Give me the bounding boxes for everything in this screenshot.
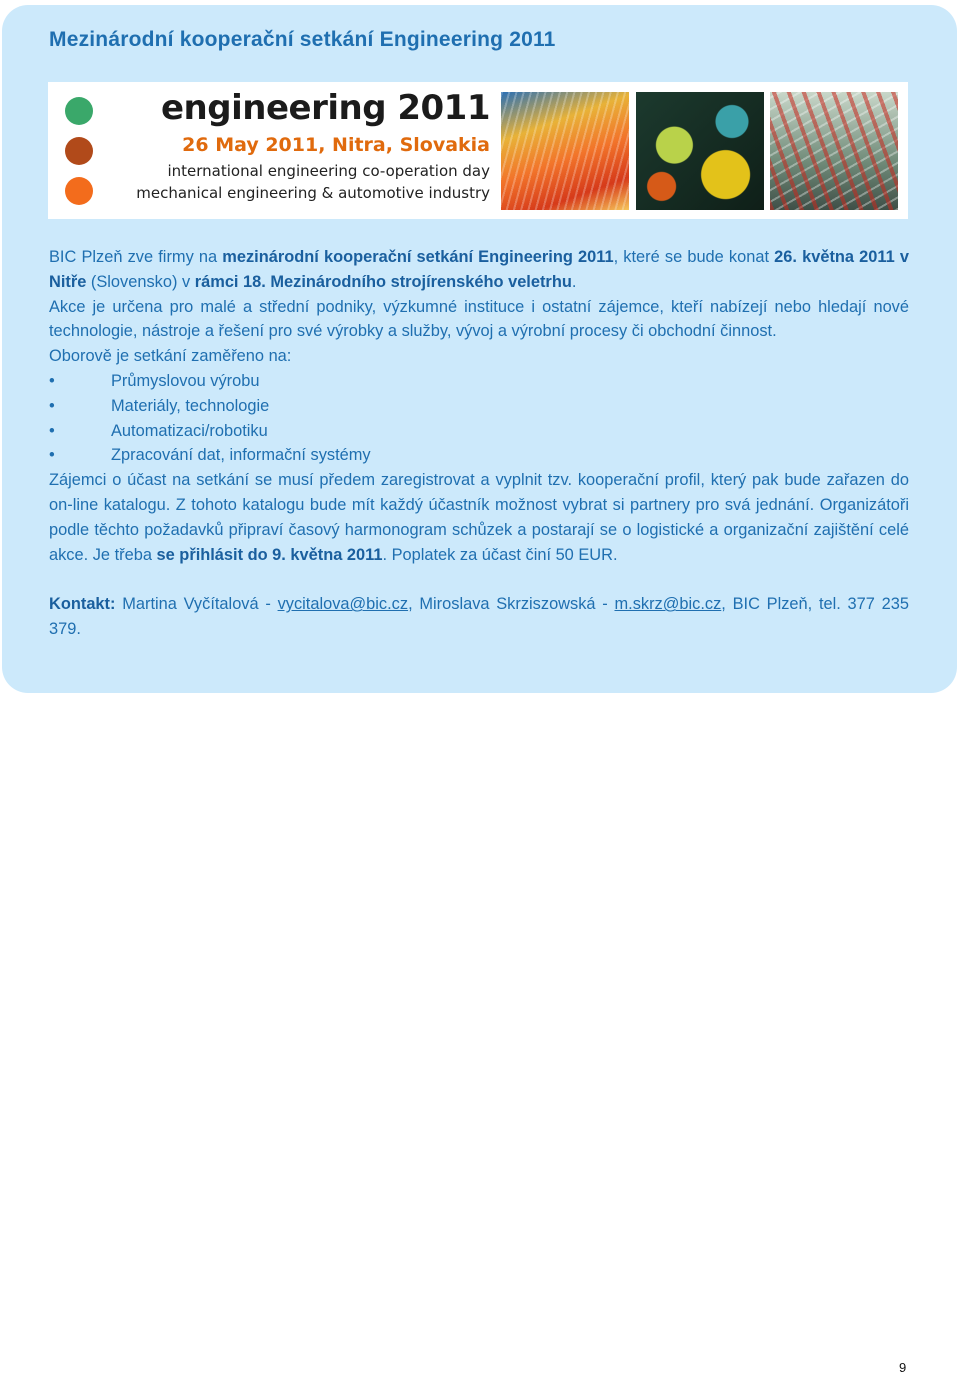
green-dot-icon [65, 97, 93, 125]
focus-heading: Oborově je setkání zaměřeno na: [49, 347, 292, 366]
intro-paragraph [49, 245, 909, 295]
banner-subtitle-2: mechanical engineering & automotive industry [136, 184, 490, 202]
list-item-label: Automatizaci/robotiku [111, 421, 268, 440]
spacer [49, 567, 909, 592]
list-item [49, 419, 909, 444]
contact-paragraph [49, 592, 909, 642]
audience-paragraph: Akce je určena pro malé a střední podniky, výzkumné instituce i ostatní zájemce, kteří nabízejí nebo hledají nové technologie, nástroje a řešení pro své výrobky a služby, vývoj a výrobní procesy či obchodní činnost. [49, 297, 909, 341]
banner-date: 26 May 2011, Nitra, Slovakia [182, 134, 490, 156]
contact-person: , Miroslava Skrziszowská - [408, 595, 615, 614]
robot-assembly-photo [770, 92, 898, 210]
bullet-icon: • [49, 396, 55, 415]
event-date: 26. května 2011 v Nitře [49, 248, 909, 291]
event-name: mezinárodní kooperační setkání Engineering 2011 [222, 248, 614, 266]
email-link-vycitalova[interactable]: vycitalova@bic.cz [277, 595, 409, 614]
list-item [49, 394, 909, 419]
registration-deadline: se přihlásit do 9. května 2011 [156, 545, 383, 564]
intro-text: , které se bude konat [613, 248, 775, 266]
contact-person: Martina Vyčítalová - [115, 595, 278, 614]
page-title: Mezinárodní kooperační setkání Engineering 2011 [49, 28, 556, 51]
list-item-label: Materiály, technologie [111, 396, 270, 415]
banner-subtitle-1: international engineering co-operation day [167, 162, 490, 180]
focus-list [49, 369, 909, 468]
intro-text: BIC Plzeň zve firmy na [49, 248, 223, 266]
list-item [49, 369, 909, 394]
bullet-icon: • [49, 446, 55, 465]
contact-label: Kontakt: [49, 595, 116, 614]
banner-title: engineering 2011 [160, 88, 490, 128]
list-item-label: Zpracování dat, informační systémy [111, 446, 371, 465]
fiber-optics-photo [501, 92, 629, 210]
list-item [49, 443, 909, 468]
intro-text: . [571, 272, 577, 291]
bullet-icon: • [49, 371, 55, 390]
event-context: rámci 18. Mezinárodního strojírenského veletrhu [194, 272, 572, 291]
brown-dot-icon [65, 137, 93, 165]
registration-text: Zájemci o účast na setkání se musí předem zaregistrovat a vyplnit tzv. kooperační profil, který pak bude zařazen do on-line katalogu. Z tohoto katalogu bude mít každý účastník možnost vybrat si partnery pro svá jednání. Organizátoři podle těchto požadavků připraví časový harmonogram schůzek a postarají se o logistické a organizační zajištění celé akce. Je třeba [49, 471, 909, 564]
contact-phone: , BIC Plzeň, tel. 377 235 379. [49, 595, 909, 638]
registration-paragraph [49, 468, 909, 567]
page-number: 9 [899, 1360, 907, 1375]
list-item-label: Průmyslovou výrobu [111, 371, 260, 390]
banner-text [126, 88, 490, 204]
email-link-skrz[interactable]: m.skrz@bic.cz [614, 595, 722, 614]
bullet-icon: • [49, 421, 55, 440]
intro-text: (Slovensko) v [86, 272, 195, 291]
event-banner [48, 82, 908, 219]
orange-dot-icon [65, 177, 93, 205]
article-body [49, 245, 909, 642]
gears-photo [636, 92, 764, 210]
registration-text: . Poplatek za účast činí 50 EUR. [382, 545, 618, 564]
